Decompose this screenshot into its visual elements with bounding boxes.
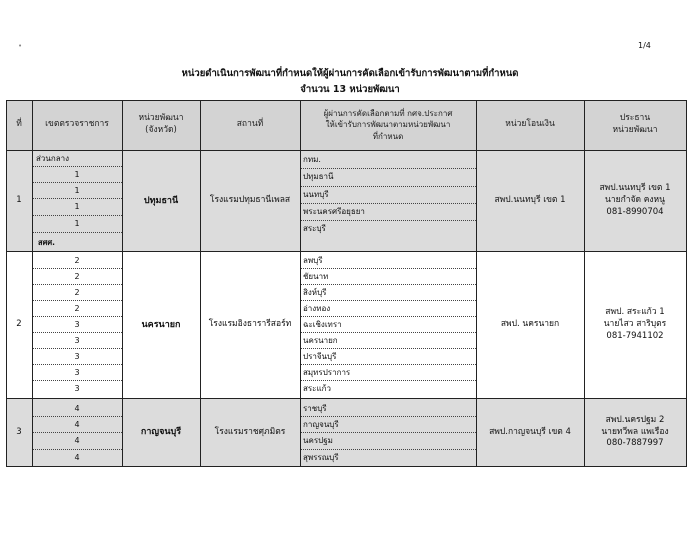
row-2-chair-name: นายไสว สาริบุตร bbox=[603, 319, 667, 330]
header-transfer: หน่วยโอนเงิน bbox=[505, 119, 555, 130]
page-number: 1/4 bbox=[638, 41, 651, 50]
row-3-chair-name: นายทวีพล แพเรือง bbox=[601, 426, 669, 437]
row-1-region-item: 1 bbox=[74, 186, 80, 195]
scan-mark: • bbox=[18, 42, 23, 50]
row-2-transfer: สพป. นครนายก bbox=[500, 319, 560, 330]
divider bbox=[32, 316, 122, 317]
table-border bbox=[686, 100, 687, 467]
divider bbox=[300, 380, 476, 381]
divider bbox=[300, 364, 476, 365]
divider bbox=[32, 300, 122, 301]
table-border bbox=[32, 100, 33, 467]
header-venue: สถานที่ bbox=[236, 119, 264, 130]
row-1-chair-office: สพป.นนทบุรี เขต 1 bbox=[599, 183, 671, 194]
divider bbox=[32, 348, 122, 349]
row-2-trainee-item: อ่างทอง bbox=[303, 304, 331, 313]
row-1-region-item: สศศ. bbox=[38, 238, 55, 247]
divider bbox=[32, 332, 122, 333]
divider bbox=[300, 220, 476, 221]
row-2-region-item: 2 bbox=[74, 304, 80, 313]
row-2-chair bbox=[584, 252, 686, 398]
divider bbox=[32, 166, 122, 167]
row-1-chair-phone: 081-8990704 bbox=[606, 206, 664, 217]
header-chair: ประธาน หน่วยพัฒนา bbox=[612, 113, 658, 135]
row-1-trainee-item: กทม. bbox=[303, 155, 321, 164]
divider bbox=[300, 203, 476, 204]
row-2-region-item: 2 bbox=[74, 256, 80, 265]
row-1-unit: ปทุมธานี bbox=[143, 195, 179, 206]
divider bbox=[32, 232, 122, 233]
table-border bbox=[300, 100, 301, 467]
row-3-trainee-item: กาญจนบุรี bbox=[303, 420, 339, 429]
divider bbox=[300, 284, 476, 285]
row-3-trainee-item: ราชบุรี bbox=[303, 404, 327, 413]
divider bbox=[32, 284, 122, 285]
divider bbox=[300, 416, 476, 417]
row-3-region-item: 4 bbox=[74, 404, 80, 413]
row-2-no: 2 bbox=[16, 319, 22, 330]
row-2-unit: นครนายก bbox=[141, 319, 181, 330]
row-3-region-item: 4 bbox=[74, 453, 80, 462]
divider bbox=[300, 332, 476, 333]
divider bbox=[32, 215, 122, 216]
divider bbox=[300, 449, 476, 450]
row-2-trainee-item: สมุทรปราการ bbox=[303, 368, 351, 377]
divider bbox=[300, 300, 476, 301]
row-1-region-item: ส่วนกลาง bbox=[36, 154, 69, 163]
divider bbox=[300, 186, 476, 187]
row-1-region-item: 1 bbox=[74, 219, 80, 228]
row-2-region-item: 3 bbox=[74, 352, 80, 361]
row-3-venue: โรงแรมราชศุภมิตร bbox=[214, 426, 286, 437]
divider bbox=[32, 432, 122, 433]
divider bbox=[32, 449, 122, 450]
row-1-transfer: สพป.นนทบุรี เขต 1 bbox=[494, 195, 566, 206]
table-border bbox=[476, 100, 477, 467]
row-2-trainee-item: ปราจีนบุรี bbox=[303, 352, 337, 361]
row-2-trainee-item: ฉะเชิงเทรา bbox=[303, 320, 342, 329]
row-2-region-item: 2 bbox=[74, 272, 80, 281]
row-2-chair-phone: 081-7941102 bbox=[606, 330, 664, 341]
row-2-trainee-item: สิงห์บุรี bbox=[303, 288, 327, 297]
divider bbox=[300, 316, 476, 317]
divider bbox=[300, 168, 476, 169]
row-3-chair-office: สพป.นครปฐม 2 bbox=[605, 414, 665, 425]
row-1-chair-name: นายกำจัด คงหนู bbox=[605, 195, 665, 206]
row-2-trainee-item: นครนายก bbox=[303, 336, 338, 345]
row-2-chair-office: สพป. สระแก้ว 1 bbox=[605, 307, 665, 318]
header-no: ที่ bbox=[16, 119, 22, 130]
row-1-venue: โรงแรมปทุมธานีเพลส bbox=[209, 195, 291, 206]
divider bbox=[300, 432, 476, 433]
row-1-no: 1 bbox=[16, 195, 22, 206]
row-3-trainee-item: นครปฐม bbox=[303, 436, 333, 445]
document-subtitle: จำนวน 13 หน่วยพัฒนา bbox=[300, 84, 400, 95]
row-1-trainee-item: พระนครศรีอยุธยา bbox=[303, 207, 365, 216]
row-2-region-item: 3 bbox=[74, 336, 80, 345]
row-3-transfer: สพป.กาญจนบุรี เขต 4 bbox=[489, 426, 571, 437]
row-1-region-item: 1 bbox=[74, 202, 80, 211]
divider bbox=[32, 182, 122, 183]
divider bbox=[32, 198, 122, 199]
row-2-region-item: 2 bbox=[74, 288, 80, 297]
row-3-region-item: 4 bbox=[74, 436, 80, 445]
table-border bbox=[6, 100, 7, 467]
row-1-trainee-item: นนทบุรี bbox=[303, 190, 329, 199]
divider bbox=[32, 268, 122, 269]
table-border bbox=[122, 100, 123, 467]
row-2-region-item: 3 bbox=[74, 384, 80, 393]
row-3-trainee-item: สุพรรณบุรี bbox=[303, 453, 339, 462]
row-2-region-item: 3 bbox=[74, 320, 80, 329]
row-2-trainee-item: สระแก้ว bbox=[303, 384, 331, 393]
divider bbox=[32, 380, 122, 381]
row-2-region-item: 3 bbox=[74, 368, 80, 377]
row-2-trainee-item: ลพบุรี bbox=[303, 256, 323, 265]
header-trainees: ผู้ผ่านการคัดเลือกตามที่ กศจ.ประกาศ ให้เข้ารับการพัฒนาตามหน่วยพัฒนา ที่กำหนด bbox=[323, 109, 453, 141]
row-2-venue: โรงแรมอิงธารารีสอร์ท bbox=[208, 319, 292, 330]
row-3-region-item: 4 bbox=[74, 420, 80, 429]
divider bbox=[32, 364, 122, 365]
row-1-chair bbox=[584, 151, 686, 251]
table-border bbox=[200, 100, 201, 467]
row-3-chair-phone: 080-7887997 bbox=[606, 438, 664, 449]
row-1-region-item: 1 bbox=[74, 170, 80, 179]
row-1-trainee-item: สระบุรี bbox=[303, 224, 326, 233]
divider bbox=[32, 416, 122, 417]
row-3-no: 3 bbox=[16, 426, 22, 437]
row-2-trainee-item: ชัยนาท bbox=[303, 272, 329, 281]
divider bbox=[300, 348, 476, 349]
document-title: หน่วยดำเนินการพัฒนาที่กำหนดให้ผู้ผ่านการคัดเลือกเข้ารับการพัฒนาตามที่กำหนด bbox=[181, 68, 519, 79]
divider bbox=[300, 268, 476, 269]
row-3-chair bbox=[584, 399, 686, 466]
row-1-trainee-item: ปทุมธานี bbox=[303, 172, 334, 181]
row-3-unit: กาญจนบุรี bbox=[140, 427, 182, 438]
header-region: เขตตรวจราชการ bbox=[45, 119, 109, 130]
header-unit: หน่วยพัฒนา (จังหวัด) bbox=[138, 113, 184, 135]
table-border bbox=[584, 100, 585, 467]
